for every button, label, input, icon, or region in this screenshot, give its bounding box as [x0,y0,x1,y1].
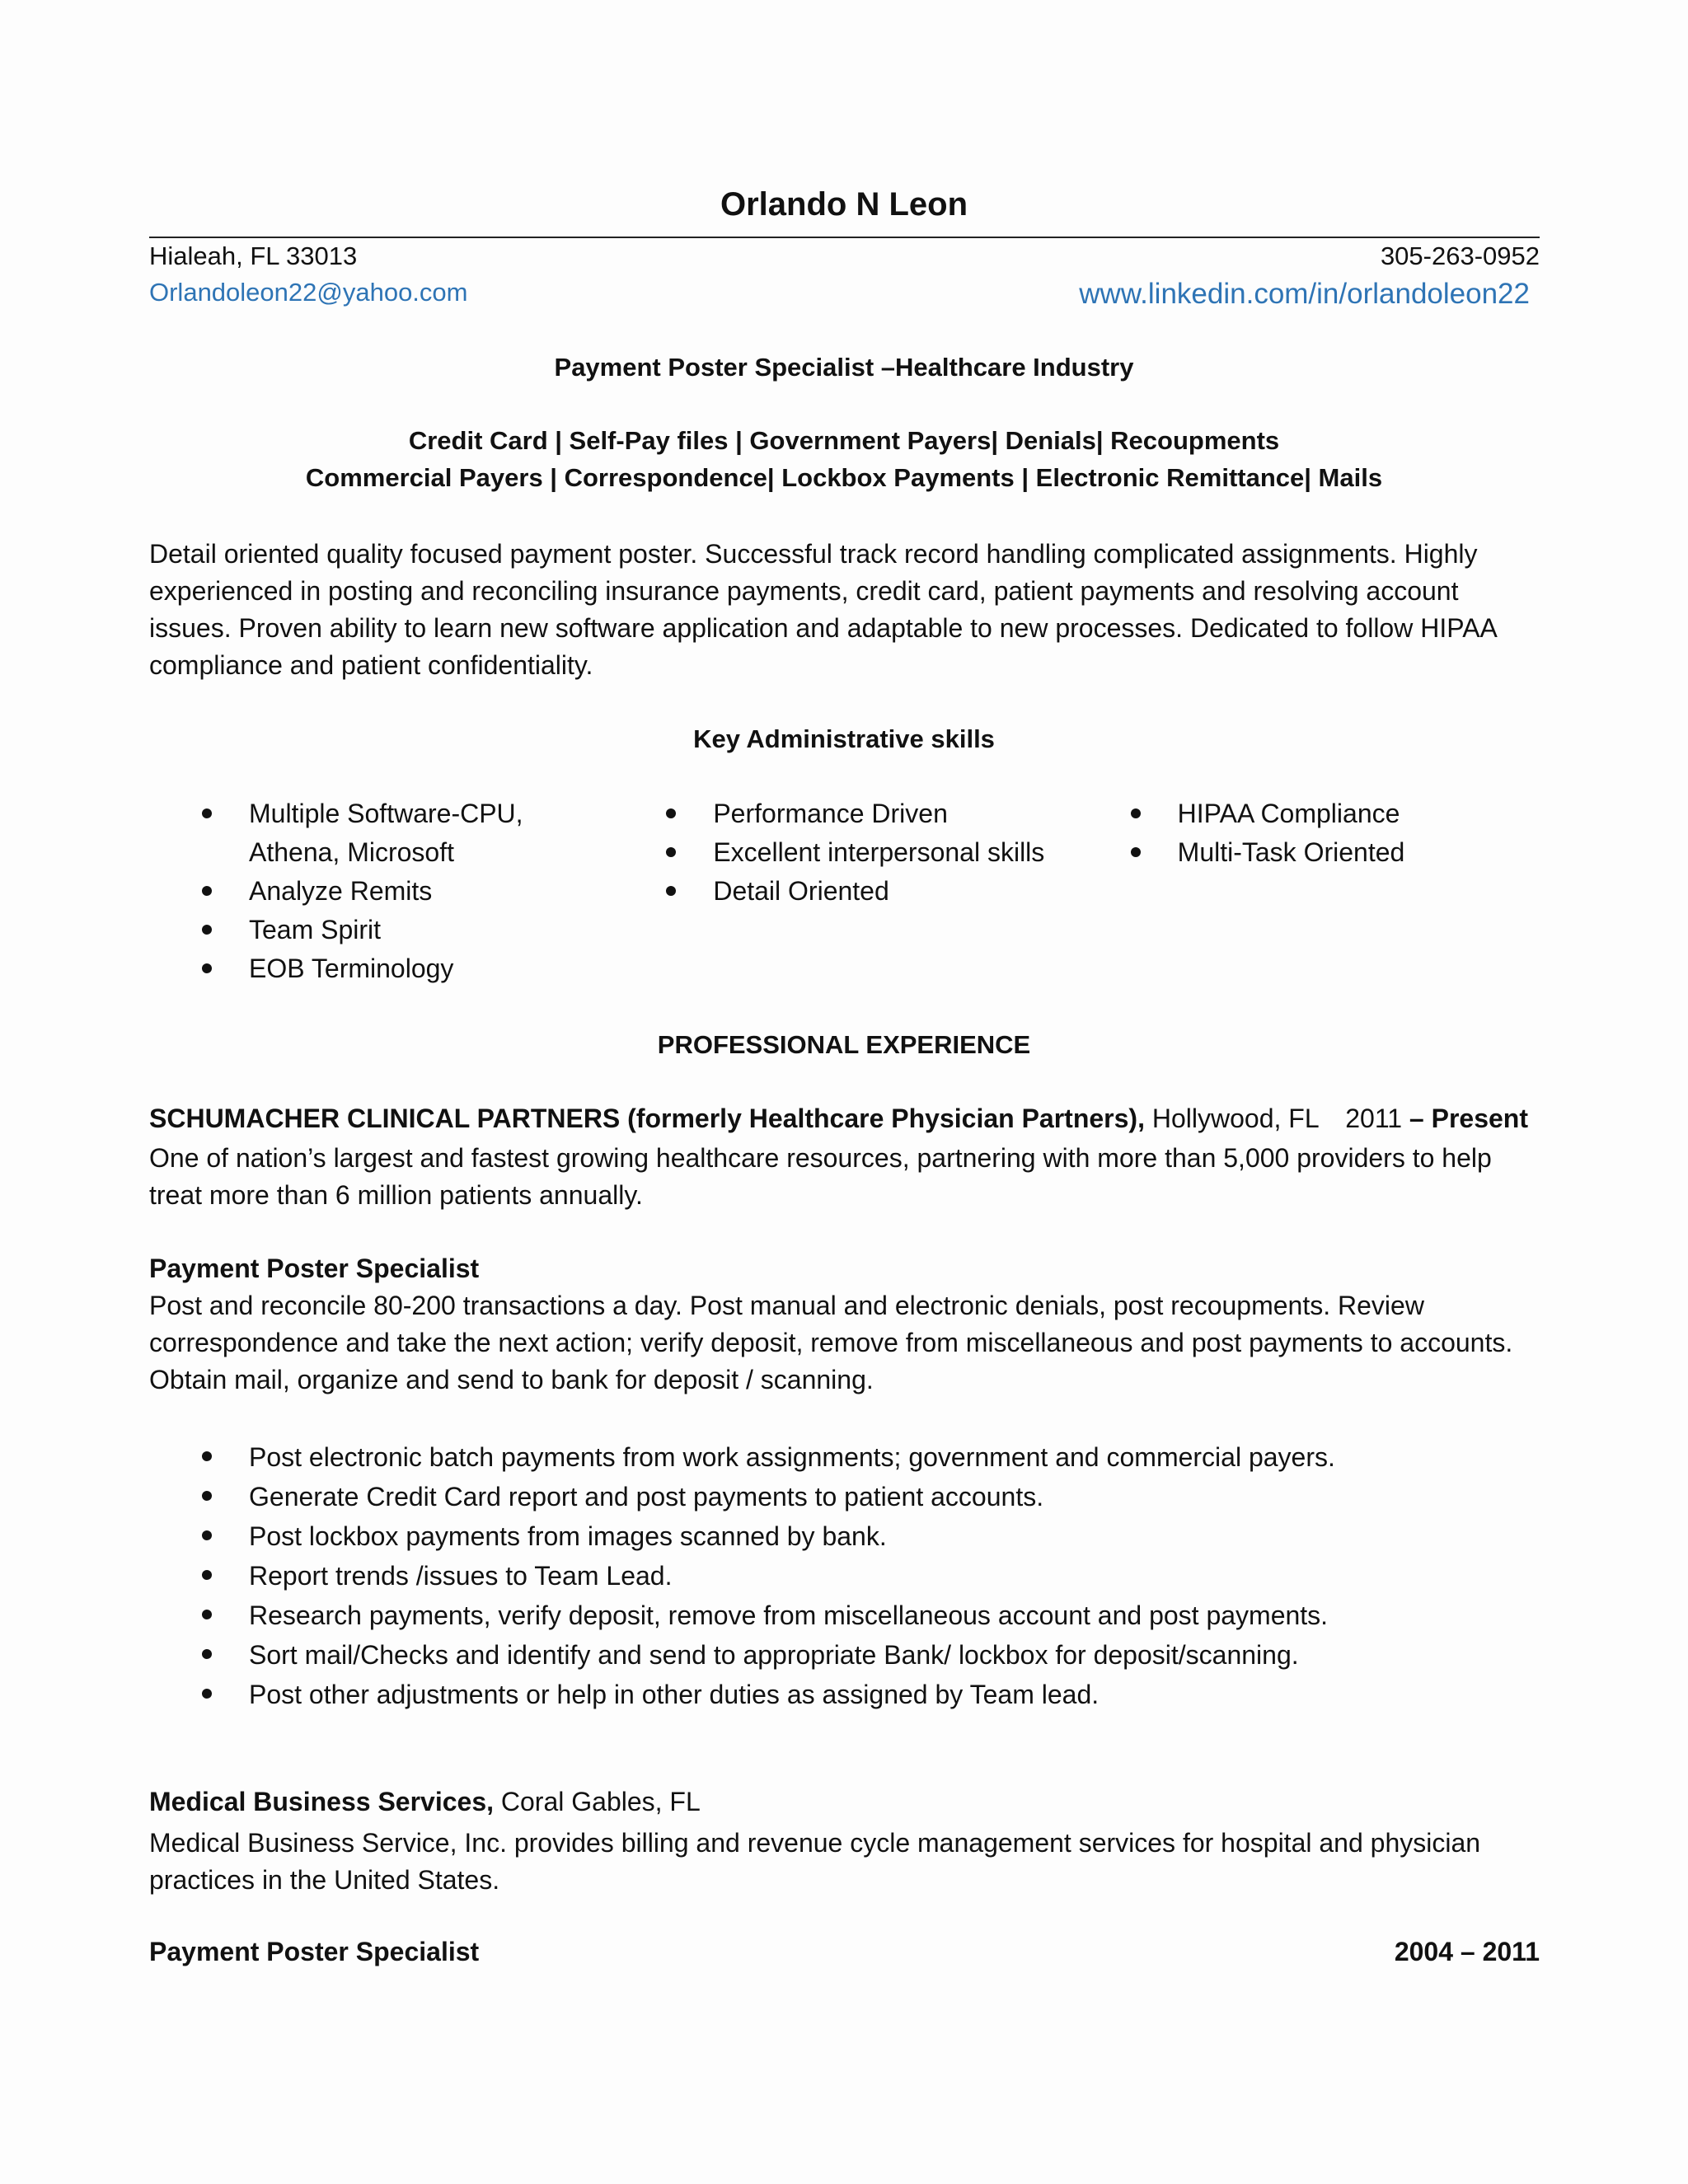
skill-item: Excellent interpersonal skills [613,833,1076,872]
job1-bullet: Research payments, verify deposit, remove from miscellaneous account and post payments. [149,1596,1542,1635]
job1-company-line [149,1104,1320,1134]
skill-item: Performance Driven [613,794,1076,833]
job1-end: – Present [1409,1104,1528,1133]
job1-company: SCHUMACHER CLINICAL PARTNERS (formerly Healthcare Physician Partners), [149,1104,1145,1133]
job2-header [149,1787,1540,1817]
experience-heading: PROFESSIONAL EXPERIENCE [657,1030,1031,1059]
job1-role-summary: Post and reconcile 80-200 transactions a day. Post manual and electronic denials, post recoupments. Review correspondence and take the next action; verify deposit, remove from miscellaneous and post payments to accounts. Obtain mail, organize and send to bank for deposit / scanning. [149,1291,1513,1394]
job2-description: Medical Business Service, Inc. provides billing and revenue cycle management services for hospital and physician practices in the United States. [149,1828,1481,1895]
skill-item: Multi-Task Oriented [1078,833,1540,872]
candidate-name: Orlando N Leon [720,186,968,223]
summary-paragraph: Detail oriented quality focused payment poster. Successful track record handling complicated assignments. Highly experienced in posting and reconciling insurance payments, credit card, patient payments and resolving account issues. Proven ability to learn new software application and adaptable to new processes. Dedicated to follow HIPAA compliance and patient confidentiality. [149,539,1497,680]
skill-item: Analyze Remits [149,872,612,911]
contact-row-1 [149,241,1540,271]
skills-column-3 [1078,794,1542,988]
job1-bullet: Report trends /issues to Team Lead. [149,1556,1542,1596]
skill-item: EOB Terminology [149,949,612,988]
header-divider [149,237,1540,238]
job2-company: Medical Business Services, [149,1787,494,1816]
skills-grid [149,794,1542,988]
location-text: Hialeah, FL 33013 [149,241,358,270]
phone-text: 305-263-0952 [1380,241,1540,270]
job1-location: Hollywood, FL [1144,1104,1320,1133]
job2-role-row [149,1937,1540,1967]
skill-item: Multiple Software-CPU, Athena, Microsoft [149,794,612,872]
job1-description: One of nation’s largest and fastest growing healthcare resources, partnering with more than 5,000 providers to help treat more than 6 million patients annually. [149,1143,1492,1210]
job2-dates: 2004 – 2011 [1394,1937,1540,1966]
skill-item: Detail Oriented [613,872,1076,911]
job1-bullet: Post other adjustments or help in other duties as assigned by Team lead. [149,1675,1542,1714]
job1-bullet: Post electronic batch payments from work assignments; government and commercial payers. [149,1437,1542,1477]
job1-bullet: Generate Credit Card report and post payments to patient accounts. [149,1477,1542,1516]
skills-column-1 [149,794,613,988]
email-link[interactable]: Orlandoleon22@yahoo.com [149,278,468,307]
headline: Payment Poster Specialist –Healthcare Industry [554,353,1134,382]
job1-dates [1345,1104,1528,1134]
job1-role: Payment Poster Specialist [149,1254,480,1283]
skills-column-2 [613,794,1077,988]
job2-location: Coral Gables, FL [494,1787,701,1816]
job1-header [149,1104,1540,1134]
linkedin-link[interactable]: www.linkedin.com/in/orlandoleon22 [1079,278,1530,310]
keywords-line-1: Credit Card | Self-Pay files | Government Payers| Denials| Recoupments [408,426,1280,455]
job2-company-line [149,1787,701,1817]
skill-item: Team Spirit [149,911,612,949]
job2-role: Payment Poster Specialist [149,1937,480,1966]
job1-start: 2011 [1345,1104,1409,1133]
contact-row-2 [149,278,1540,311]
job1-bullet: Sort mail/Checks and identify and send to appropriate Bank/ lockbox for deposit/scanning. [149,1635,1542,1675]
skill-item: HIPAA Compliance [1078,794,1540,833]
job1-bullet: Post lockbox payments from images scanned by bank. [149,1516,1542,1556]
keywords-line-2: Commercial Payers | Correspondence| Lockbox Payments | Electronic Remittance| Mails [305,463,1383,492]
job1-bullets [149,1437,1542,1714]
skills-heading: Key Administrative skills [693,724,995,753]
